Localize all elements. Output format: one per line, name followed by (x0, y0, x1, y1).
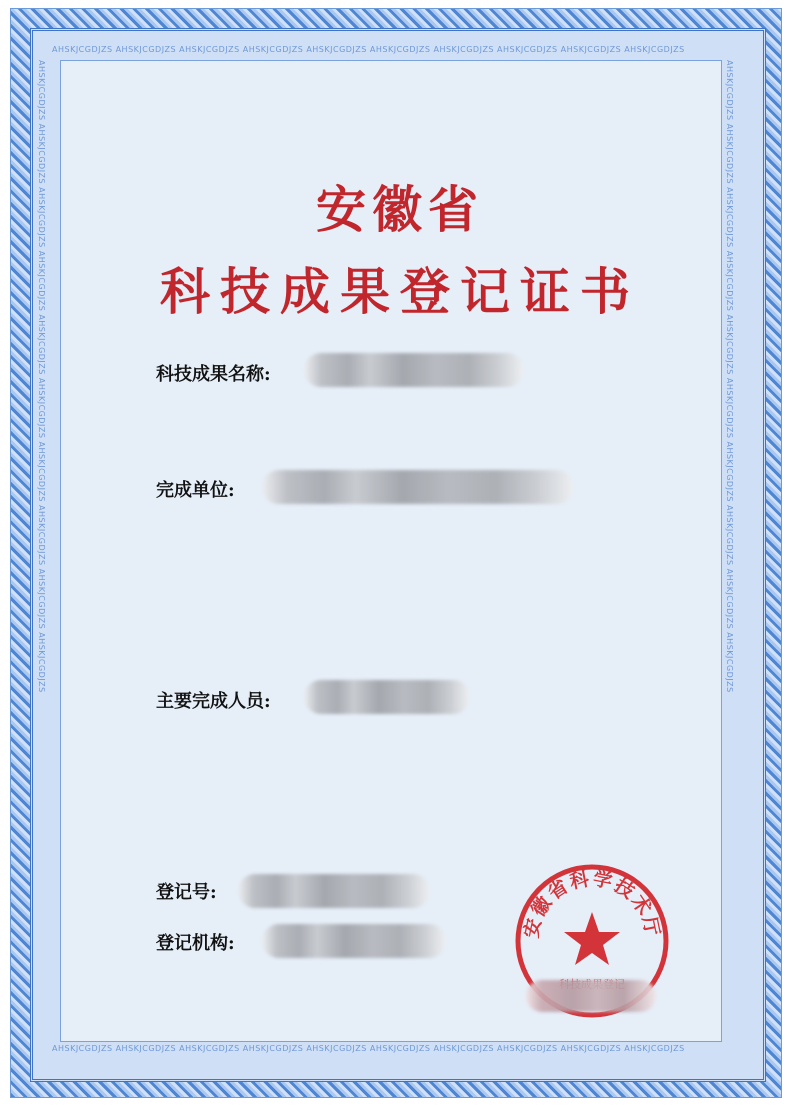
achievement-name-redacted (304, 353, 524, 387)
microtext-right: AHSKJCGDJZS AHSKJCGDJZS AHSKJCGDJZS AHSKJCGDJZS AHSKJCGDJZS AHSKJCGDJZS AHSKJCGDJZS AHSKJCGDJZS AHSKJCGDJZS AHSKJCGDJZS (725, 60, 734, 693)
completing-unit-redacted (262, 470, 574, 504)
microtext-left: AHSKJCGDJZS AHSKJCGDJZS AHSKJCGDJZS AHSKJCGDJZS AHSKJCGDJZS AHSKJCGDJZS AHSKJCGDJZS AHSKJCGDJZS AHSKJCGDJZS AHSKJCGDJZS (37, 60, 46, 693)
star-icon (564, 912, 620, 965)
seal-org-text: 安徽省科学技术厅 (520, 867, 664, 940)
registration-number-label: 登记号: (156, 882, 217, 903)
main-personnel-label: 主要完成人员: (156, 691, 271, 712)
registration-agency-redacted (262, 924, 446, 958)
title-certificate: 科技成果登记证书 (160, 262, 640, 321)
achievement-name-label: 科技成果名称: (156, 364, 271, 385)
title-province: 安徽省 (316, 180, 484, 239)
registration-agency-label: 登记机构: (156, 933, 235, 954)
completing-unit-label: 完成单位: (156, 480, 235, 501)
main-personnel-redacted (304, 680, 470, 714)
registration-number-redacted (238, 874, 430, 908)
seal-number-redacted (526, 980, 656, 1012)
microtext-bottom: AHSKJCGDJZS AHSKJCGDJZS AHSKJCGDJZS AHSKJCGDJZS AHSKJCGDJZS AHSKJCGDJZS AHSKJCGDJZS AHSKJCGDJZS AHSKJCGDJZS AHSKJCGDJZS (52, 1044, 685, 1053)
microtext-top: AHSKJCGDJZS AHSKJCGDJZS AHSKJCGDJZS AHSKJCGDJZS AHSKJCGDJZS AHSKJCGDJZS AHSKJCGDJZS AHSKJCGDJZS AHSKJCGDJZS AHSKJCGDJZS (52, 45, 685, 54)
